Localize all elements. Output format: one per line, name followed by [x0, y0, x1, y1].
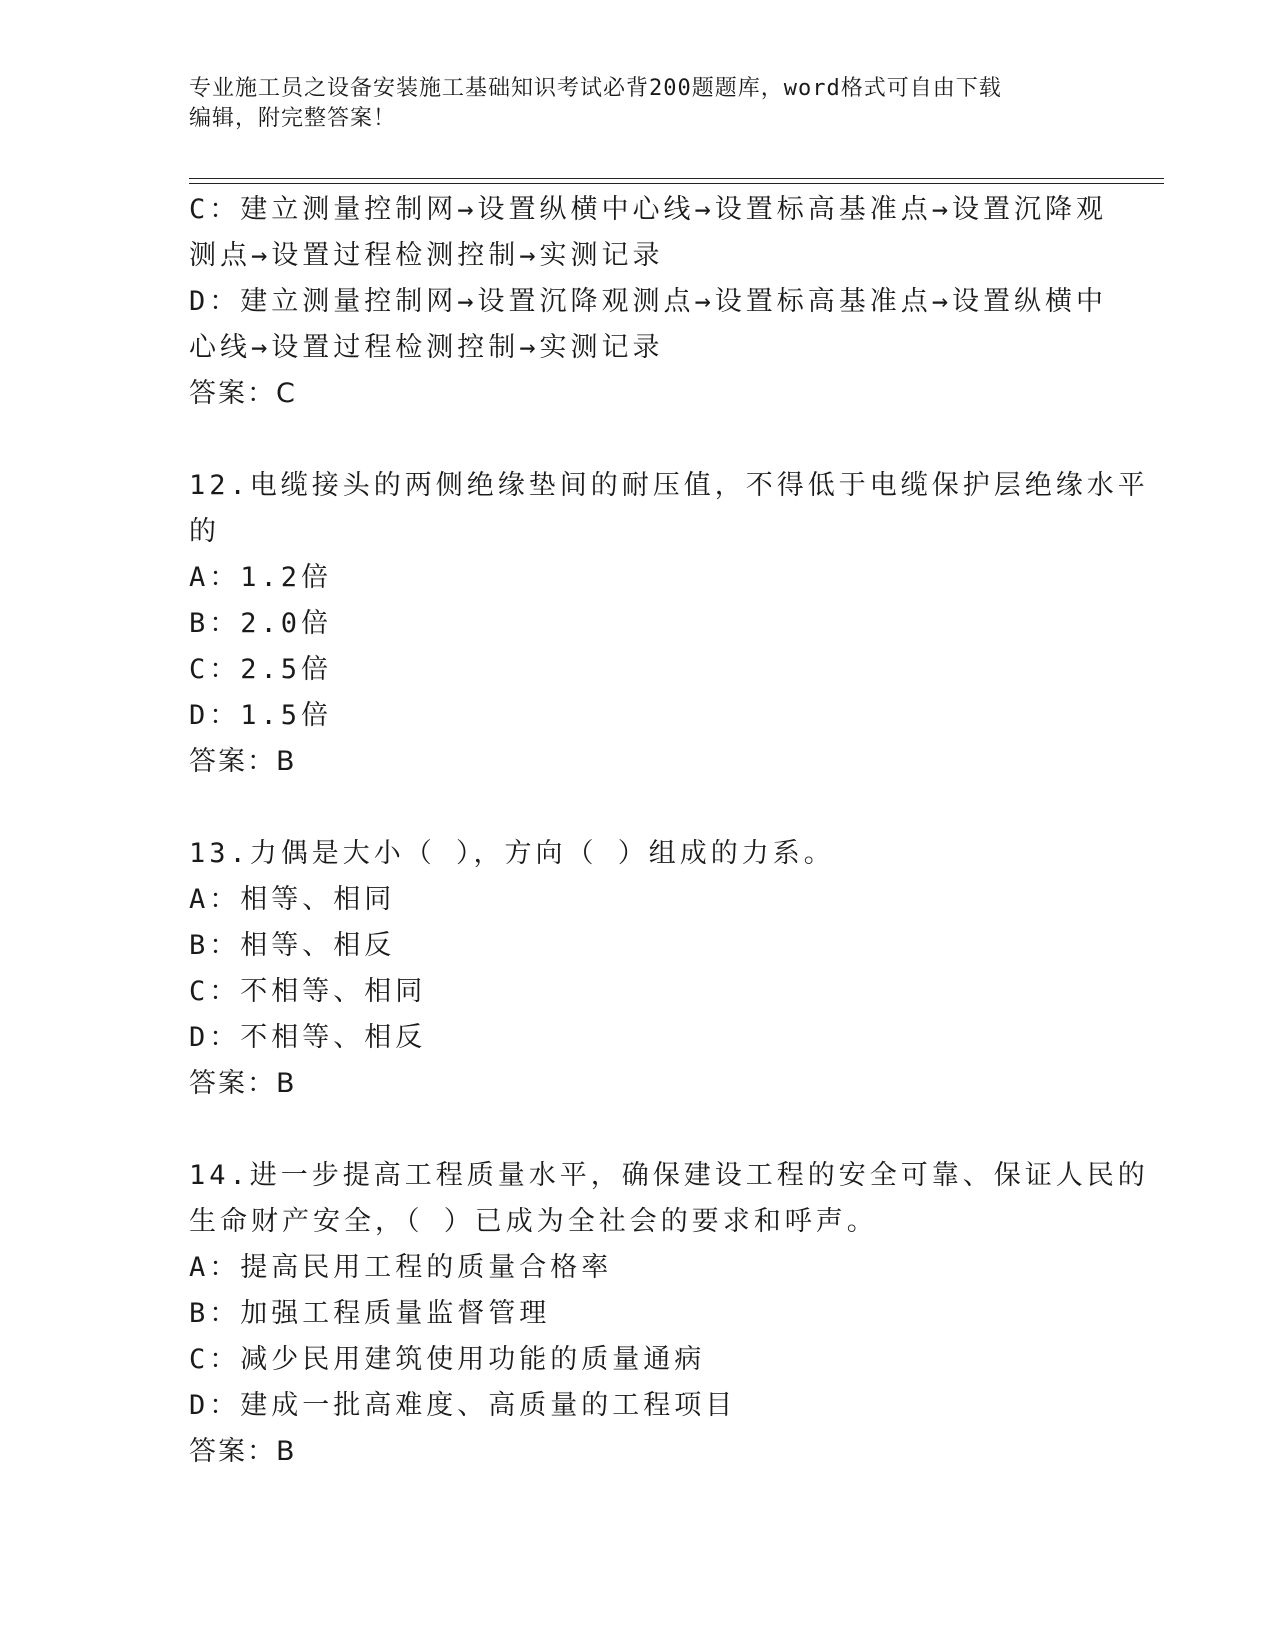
q12-stem-line2: 的 — [189, 516, 220, 547]
q13-option-b: B：相等、相反 — [189, 930, 396, 961]
q11-answer: 答案：C — [189, 378, 297, 409]
q11-option-c-line2: 测点→设置过程检测控制→实测记录 — [189, 240, 664, 271]
q13-option-c: C：不相等、相同 — [189, 976, 427, 1007]
q13-answer: 答案：B — [189, 1068, 297, 1099]
q11-option-d-line1: D：建立测量控制网→设置沉降观测点→设置标高基准点→设置纵横中 — [189, 286, 1108, 317]
question-12 — [189, 463, 1149, 785]
q12-option-a: A：1.2倍 — [189, 562, 333, 593]
spacer — [189, 1107, 1089, 1153]
q12-option-b: B：2.0倍 — [189, 608, 333, 639]
q14-stem-line2: 生命财产安全，（ ）已成为全社会的要求和呼声。 — [189, 1206, 878, 1237]
question-11-continued — [189, 187, 1108, 417]
q13-stem: 13.力偶是大小（ ），方向（ ）组成的力系。 — [189, 838, 835, 869]
question-list — [189, 187, 1149, 1475]
q12-answer: 答案：B — [189, 746, 297, 777]
q12-option-c: C：2.5倍 — [189, 654, 333, 685]
q14-answer: 答案：B — [189, 1436, 297, 1467]
q13-option-a: A：相等、相同 — [189, 884, 396, 915]
header-divider — [189, 178, 1164, 184]
document-header — [189, 74, 1089, 134]
q11-option-d-line2: 心线→设置过程检测控制→实测记录 — [189, 332, 664, 363]
q14-stem-line1: 14.进一步提高工程质量水平，确保建设工程的安全可靠、保证人民的 — [189, 1160, 1149, 1191]
q14-option-d: D：建成一批高难度、高质量的工程项目 — [189, 1390, 737, 1421]
q11-option-c-line1: C：建立测量控制网→设置纵横中心线→设置标高基准点→设置沉降观 — [189, 194, 1108, 225]
q14-option-c: C：减少民用建筑使用功能的质量通病 — [189, 1344, 706, 1375]
question-13 — [189, 831, 1089, 1107]
spacer — [189, 417, 1089, 463]
q12-stem-line1: 12.电缆接头的两侧绝缘垫间的耐压值，不得低于电缆保护层绝缘水平 — [189, 470, 1149, 501]
q13-option-d: D：不相等、相反 — [189, 1022, 427, 1053]
q12-option-d: D：1.5倍 — [189, 700, 333, 731]
header-title-line1: 专业施工员之设备安装施工基础知识考试必背200题题库，word格式可自由下载 — [189, 76, 1002, 101]
question-14 — [189, 1153, 1149, 1475]
q14-option-a: A：提高民用工程的质量合格率 — [189, 1252, 613, 1283]
q14-option-b: B：加强工程质量监督管理 — [189, 1298, 551, 1329]
header-title-line2: 编辑，附完整答案！ — [189, 106, 397, 131]
spacer — [189, 785, 1089, 831]
